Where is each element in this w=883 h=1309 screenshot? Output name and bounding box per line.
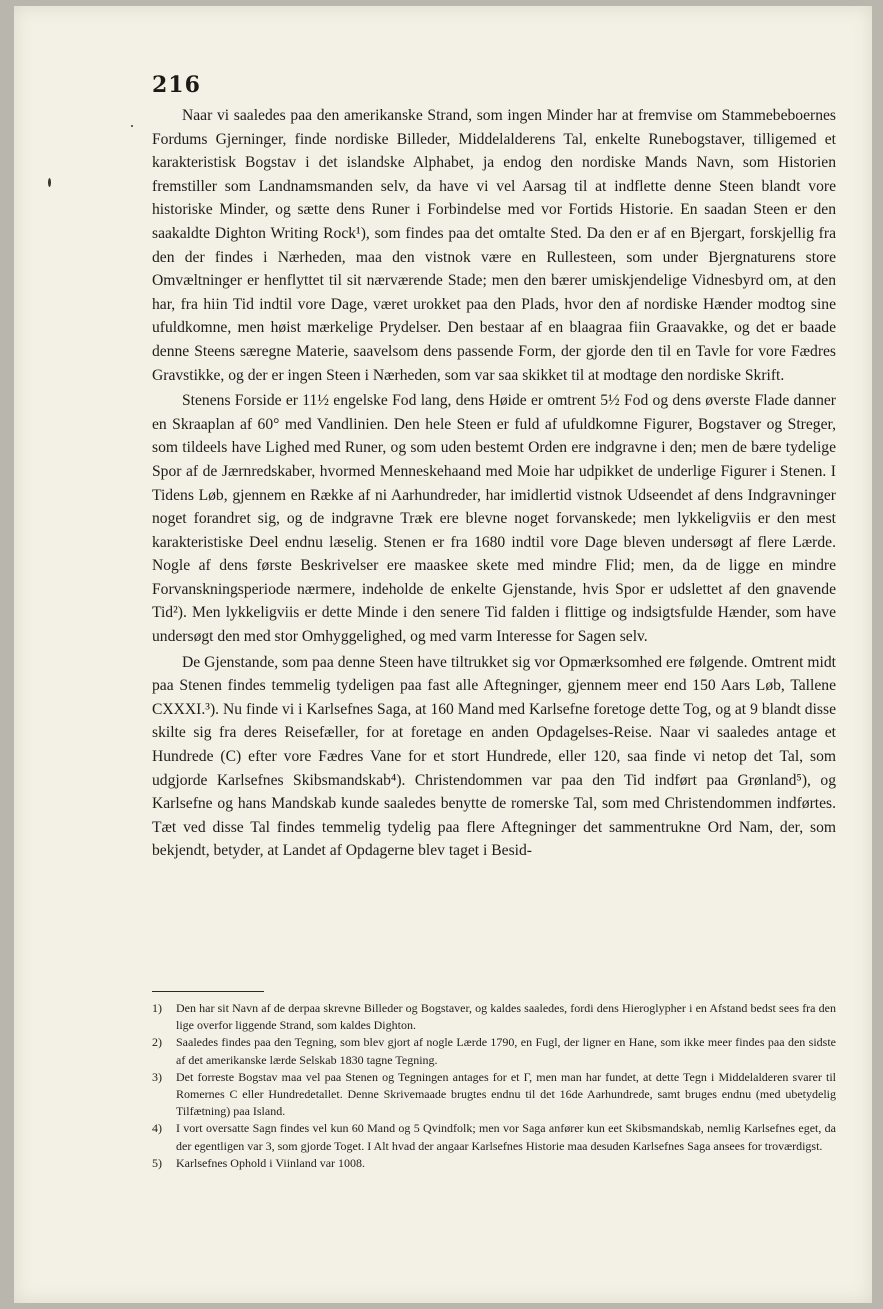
paragraph: Stenens Forside er 11½ engelske Fod lang, dens Høide er omtrent 5½ Fod og dens øverste Flade danner en Skraaplan af 60° med Vandlinien. Den hele Steen er fuld af ufuldkomne Figurer, Bogstaver og Streger, som tildeels have Lighed med Runer, og som uden bestemt Orden ere indgravne i den; men de bære tydelige Spor af de Jærnredskaber, hvormed Menneskehaand med Moie har udpikket de underlige Figurer i Stenen. I Tidens Løb, gjennem en Række af ni Aarhundreder, har imidlertid vistnok Udseendet af dens Indgravninger noget forandret sig, og de indgravne Træk ere blevne noget forvanskede; men lykkeligviis er den mest karakteristiske Deel endnu læselig. Stenen er fra 1680 indtil vore Dage bleven undersøgt af flere Lærde. Nogle af dens første Beskrivelser ere maaskee skete med mindre Flid; men, da de ligge en mindre Forvanskningsperiode nærmere, indeholde de enkelte Gjenstande, hvis Spor er udslettet af den gnavende Tid²). Men lykkeligviis er dette Minde i den senere Tid falden i flittige og indsigtsfulde Hænder, som have undersøgt den med stor Omhyggelighed, og med varm Interesse for Sagen selv. xyxy=(152,392,836,646)
footnote xyxy=(152,1034,836,1068)
footnote xyxy=(152,1000,836,1034)
book-page xyxy=(14,6,872,1303)
footnote-text: Det forreste Bogstav maa vel paa Stenen og Tegningen antages for et Γ, men man har fundet, at dette Tegn i Middelalderen svarer til Romernes C eller Hundredetallet. Denne Skrivemaade brugtes endnu til det 16de Aarhundrede, samt bruges endnu (med ubetydelig Tilfætning) paa Island. xyxy=(176,1069,836,1119)
footnote-text: I vort oversatte Sagn findes vel kun 60 Mand og 5 Qvindfolk; men vor Saga anfører kun eet Skibsmandskab, nemlig Karlsefnes eget, da der egentligen var 3, som gjorde Toget. I Alt hvad der angaar Karlsefnes Historie maa desuden Karlsefnes Saga ansees for troværdigst. xyxy=(176,1121,836,1153)
footnote-text: Saaledes findes paa den Tegning, som blev gjort af nogle Lærde 1790, en Fugl, der ligner en Hane, som ikke meer findes paa den sidste af det amerikanske lærde Selskab 1830 tagne Tegning. xyxy=(176,1035,836,1067)
footnote-mark: 4) xyxy=(152,1121,162,1136)
ink-speck xyxy=(131,125,133,127)
paragraph: De Gjenstande, som paa denne Steen have tiltrukket sig vor Opmærksomhed ere følgende. Omtrent midt paa Stenen findes temmelig tydeligen paa fast alle Aftegninger, gjennem meer end 150 Aars Løb, Tallene CXXXI.³). Nu finde vi i Karlsefnes Saga, at 160 Mand med Karlsefne foretoge dette Tog, og at 9 blandt disse skilte sig fra deres Reisefæller, for at foretage en anden Opdagelses-Reise. Naar vi saaledes antage et Hundrede (C) efter vore Fædres Vane for et stort Hundrede, eller 120, saa finde vi netop det Tal, som udgjorde Karlsefnes Skibsmandskab⁴). Christendommen var paa den Tid indført paa Grønland⁵), og Karlsefne og hans Mandskab kunde saaledes benytte de romerske Tal, som med Christendommen indførtes. Tæt ved disse Tal findes temmelig tydelig paa flere Aftegninger det sammentrukne Ord Nam, der, som bekjendt, betyder, at Landet af Opdagerne blev taget i Besid- xyxy=(152,653,836,860)
footnote xyxy=(152,1120,836,1154)
footnote xyxy=(152,1069,836,1121)
page-number: 216 xyxy=(152,72,201,98)
footnote-mark: 2) xyxy=(152,1035,162,1050)
ink-speck xyxy=(48,178,51,187)
footnote-mark: 5) xyxy=(152,1155,162,1170)
footnote-mark: 1) xyxy=(152,1001,162,1015)
footnote-text: Karlsefnes Ophold i Viinland var 1008. xyxy=(176,1155,366,1170)
footnote-divider xyxy=(152,991,264,992)
footnotes xyxy=(152,1000,836,1172)
paragraph: Naar vi saaledes paa den amerikanske Strand, som ingen Minder har at fremvise om Stammebeboernes Fordums Gjerninger, finde nordiske Billeder, Middelalderens Tal, enkelte Runebogstaver, tilligemed et karakteristisk Bogstav i det islandske Alphabet, ja endog den nordiske Mands Navn, som Historien fremstiller som Landnamsmanden selv, da have vi vel Aarsag til at indflette denne Steen blandt vore historiske Minder, og sætte dens Runer i Forbindelse med vor Fortids Historie. En saadan Steen er den saakaldte Dighton Writing Rock¹), som findes paa det omtalte Sted. Da den er af en Bjergart, forskjellig fra den der findes i Nærheden, maa den vistnok være en Rullesteen, som under Bjergnaturens store Omvæltninger er henflyttet til sit nærværende Stade; men den bærer umiskjendelige Vidnesbyrd om, at den har, fra hiin Tid indtil vore Dage, været urokket paa den Plads, hvor den af nordiske Hænder modtog sine ufuldkomne, men høist mærkelige Prydelser. Den bestaar af en blaagraa fiin Graavakke, og det er baade denne Steens særegne Materie, saavelsom dens passende Form, der gjorde den til en Tavle for vore Fædres Gravstikke, og der er ingen Steen i Nærheden, som var saa skikket til at modtage den nordiske Skrift. xyxy=(152,107,836,384)
footnote-mark: 3) xyxy=(152,1069,162,1084)
footnote xyxy=(152,1155,836,1172)
body-text xyxy=(152,104,836,863)
footnote-text: Den har sit Navn af de derpaa skrevne Billeder og Bogstaver, og kaldes saaledes, fordi dens Hieroglypher i en Afstand bedst sees fra den lige overfor liggende Strand, som kaldes Dighton. xyxy=(176,1001,836,1033)
